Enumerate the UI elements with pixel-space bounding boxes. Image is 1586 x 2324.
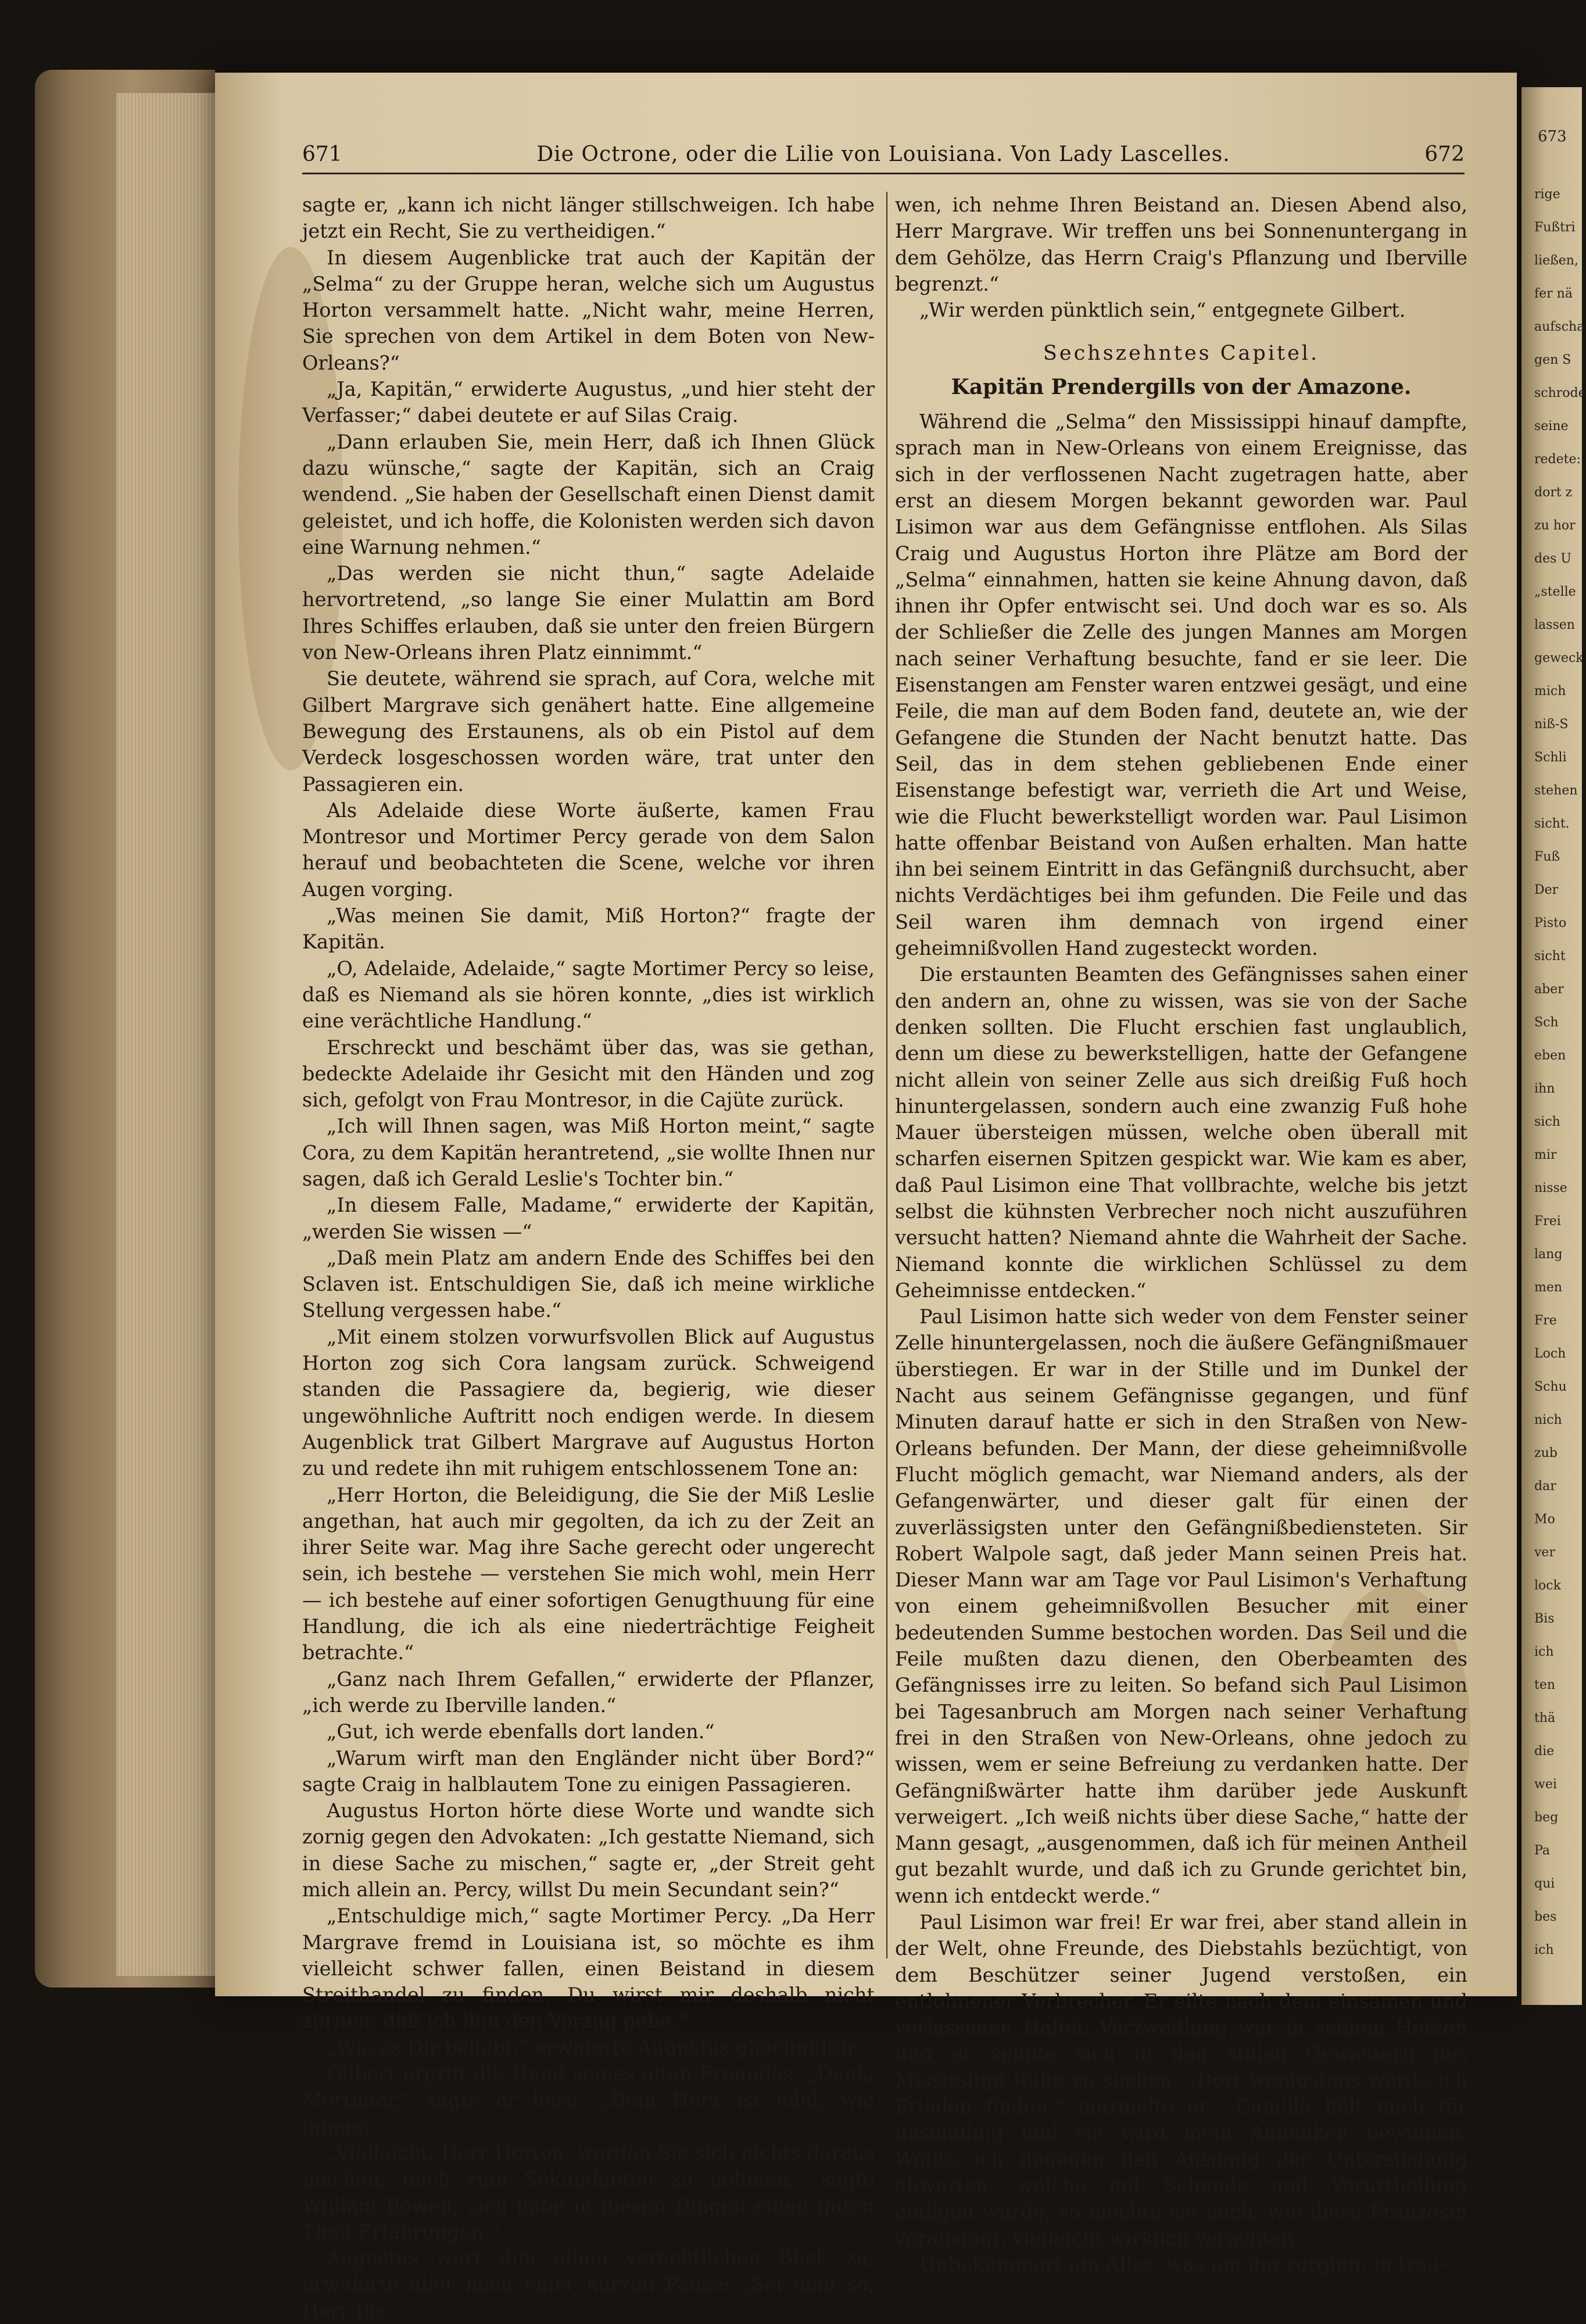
next-page-fragment: Der — [1534, 883, 1559, 897]
running-title: Die Octrone, oder die Lilie von Louisiana. Von Lady Lascelles. — [536, 142, 1230, 166]
page-stack-edges — [116, 93, 227, 1976]
paragraph: Sie deutete, während sie sprach, auf Cora, welche mit Gilbert Margrave sich genähert hatte. Eine allgemeine Bewegung des Erstaunens, als ob ein Pistol auf dem Verdeck losgeschossen worden wäre, trat unter den Passagieren ein. — [302, 667, 875, 796]
next-page-fragment: Schu — [1534, 1380, 1567, 1394]
next-page-fragment: lang — [1534, 1247, 1563, 1262]
next-page-fragment: Frei — [1534, 1214, 1561, 1229]
paragraph: „O, Adelaide, Adelaide,“ sagte Mortimer Percy so leise, daß es Niemand als sie hören konnte, „dies ist wirklich eine verächtliche Handlung.“ — [302, 957, 875, 1033]
next-page-fragment: ich — [1534, 1943, 1554, 1957]
next-page-fragment: die — [1534, 1744, 1555, 1759]
paragraph: Während die „Selma“ den Mississippi hinauf dampfte, sprach man in New-Orleans von einem Ereignisse, das sich in der verflossenen Nacht zugetragen hatte, aber erst an diesem Morgen bekannt geworden war. Paul Lisimon war aus dem Gefängnisse entflohen. Als Silas Craig und Augustus Horton ihre Plätze am Bord der „Selma“ einnahmen, hatten sie keine Ahnung davon, daß ihnen ihr Opfer entwischt sei. Und doch war es so. Als der Schließer die Zelle des jungen Mannes am Morgen nach seiner Verhaftung besuchte, fand er sie leer. Die Eisenstangen am Fenster waren entzwei gesägt, und eine Feile, die man auf dem Boden fand, deutete an, wie der Gefangene die Stunden der Nacht benutzt hatte. Das Seil, das in dem stehen gebliebenen Ende einer Eisenstange befestigt war, verrieth die Art und Weise, wie die Flucht bewerkstelligt worden war. Paul Lisimon hatte offenbar Beistand von Außen erhalten. Man hatte ihn bei seinem Eintritt in das Gefängniß durchsucht, aber nichts Verdächtiges bei ihm gefunden. Die Feile und das Seil waren ihm demnach von irgend einer geheimnißvollen Hand zugesteckt worden. — [895, 410, 1467, 960]
next-page-fragment: wei — [1534, 1777, 1557, 1792]
next-page-fragment: Pa — [1534, 1843, 1550, 1858]
paragraph: „Daß mein Platz am andern Ende des Schiffes bei den Sclaven ist. Entschuldigen Sie, daß ich meine wirkliche Stellung vergessen habe.“ — [302, 1246, 875, 1322]
paragraph: Die erstaunten Beamten des Gefängnisses sahen einer den andern an, ohne zu wissen, was sie von der Sache denken sollten. Die Flucht erschien fast unglaublich, denn um diese zu bewerkstelligen, hatte der Gefangene nicht allein von seiner Zelle aus sich dreißig Fuß hoch hinuntergelassen, sondern auch eine zwanzig Fuß hohe Mauer übersteigen müssen, welche oben überall mit scharfen eisernen Spitzen gespickt war. Wie kam es aber, daß Paul Lisimon eine That vollbrachte, welche bis jetzt selbst die kühnsten Verbrecher noch nicht auszuführen versucht hatten? Niemand ahnte die Wahrheit der Sache. Niemand konnte die wirklichen Schlüssel zu dem Geheimnisse entdecken.“ — [895, 963, 1467, 1302]
next-page-fragment: lock — [1534, 1578, 1561, 1593]
paragraph: „Mit einem stolzen vorwurfsvollen Blick auf Augustus Horton zog sich Cora langsam zurück. Schweigend standen die Passagiere da, begierig, wie dieser ungewöhnliche Auftritt noch endigen werde. In diesem Augenblick trat Gilbert Margrave auf Augustus Horton zu und redete ihn mit ruhigem entschlossenem Tone an: — [302, 1325, 875, 1480]
paragraph: „Das werden sie nicht thun,“ sagte Adelaide hervortretend, „so lange Sie einer Mulattin am Bord Ihres Schiffes erlauben, daß sie unter den freien Bürgern von New-Orleans ihren Platz einnimmt.“ — [302, 562, 875, 664]
next-page-fragment: ließen, — [1534, 253, 1578, 268]
paragraph: Paul Lisimon war frei! Er war frei, aber stand allein in der Welt, ohne Freunde, des Diebstahls bezüchtigt, von dem Beschützer seiner Jugend verstoßen, ein entlohnener Verbrecher. Er eilte nach dem einsamen und verlassenen Hafen. Verzweiflung war in seinem Herzen und er sehnte sich in den stillen Gewässern des Mississippi Ruhe zu suchen. „Dort wenigstens werde ich Frieden finden,“ murmelte er. „Camilla hält mich für unschuldig und sie wird mein Andenken beweinen. Wollte ich dagegen den Ausgang der Untersuchung abwarten, welche mit Schande und Verurtheilung endigen würde, so möchte sie mich, wie diese Französin vorausfagt, vielleicht wirklich verachten.“ — [895, 1911, 1467, 2250]
next-page-fragment: qui — [1534, 1877, 1555, 1891]
paragraph: wen, ich nehme Ihren Beistand an. Diesen Abend also, Herr Margrave. Wir treffen uns bei Sonnenuntergang in dem Gehölze, das Herrn Craig's Pflanzung und Iberville begrenzt.“ — [895, 194, 1467, 295]
paragraph: Gilbert ergriff die Hand seines alten Freundes. „Dank, Mortimer,“ sagte er leise, „Dein Herz ist edel, wie immer.“ — [302, 2062, 875, 2138]
next-page-fragment: zub — [1534, 1446, 1558, 1460]
header-rule — [302, 173, 1465, 174]
next-page-fragment: sicht. — [1534, 817, 1570, 831]
next-page-fragment: thä — [1534, 1711, 1556, 1725]
column-divider — [886, 192, 887, 1958]
paragraph: In diesem Augenblicke trat auch der Kapitän der „Selma“ zu der Gruppe heran, welche sich um Augustus Horton versammelt hatte. „Nicht wahr, meine Herren, Sie sprechen von dem Artikel in dem Boten von New-Orleans?“ — [302, 246, 875, 374]
next-page-fragment: gen S — [1534, 353, 1571, 367]
paragraph: „Dann erlauben Sie, mein Herr, daß ich Ihnen Glück dazu wünsche,“ sagte der Kapitän, sich an Craig wendend. „Sie haben der Gesellschaft einen Dienst damit geleistet, und ich hoffe, die Kolonisten werden sich davon eine Warnung nehmen.“ — [302, 430, 875, 558]
next-page-fragment: mich — [1534, 684, 1566, 699]
paragraph: „In diesem Falle, Madame,“ erwiderte der Kapitän, „werden Sie wissen —“ — [302, 1194, 875, 1243]
next-page-fragment: nich — [1534, 1413, 1562, 1427]
paragraph: Augustus warf ihm einen verächtlichen Blick zu, erwiderte aber nach einer kurzen Pause: „Sei dem so, Herr Bo- — [302, 2247, 875, 2322]
paragraph: Erschreckt und beschämt über das, was sie gethan, bedeckte Adelaide ihr Gesicht mit den Händen und zog sich, gefolgt von Frau Montresor, in die Cajüte zurück. — [302, 1036, 875, 1112]
next-page-fragment: nisse — [1534, 1181, 1567, 1195]
next-page-fragment: men — [1534, 1280, 1563, 1295]
next-page-fragment: dort z — [1534, 485, 1573, 500]
paragraph: „Entschuldige mich,“ sagte Mortimer Percy. „Da Herr Margrave fremd in Louisiana ist, so möchte es ihm vielleicht schwer fallen, einen Beistand in diesem Streithandel zu finden. Du wirst mir deshalb nicht zürnen, daß ich ihm den Vorzug gebe.“ — [302, 1904, 875, 2033]
next-page-fragment: Sch — [1534, 1015, 1559, 1030]
paragraph: Paul Lisimon hatte sich weder von dem Fenster seiner Zelle hinuntergelassen, noch die äußere Gefängnißmauer überstiegen. Er war in der Stille und im Dunkel der Nacht aus seinem Gefängnisse gegangen, und fünf Minuten darauf hatte er sich in den Straßen von New-Orleans befunden. Der Mann, der diese geheimnißvolle Flucht möglich gemacht, war Niemand anders, als der Gefangenwärter, und dieser galt für einen der zuverlässigsten unter den Gefängnißbediensteten. Sir Robert Walpole sagt, daß jeder Mann seinen Preis hat. Dieser Mann war am Tage vor Paul Lisimon's Verhaftung von einem geheimnißvollen Besucher mit einer bedeutenden Summe bestochen worden. Das Seil und die Feile mußten dazu dienen, den Oberbeamten des Gefängnisses irre zu leiten. So befand sich Paul Lisimon bei Tagesanbruch am Morgen nach seiner Verhaftung frei in den Straßen von New-Orleans, ohne jedoch zu wissen, wem er seine Befreiung zu verdanken hatte. Der Gefängnißwärter hatte ihm darüber jede Auskunft verweigert. „Ich weiß nichts über diese Sache,“ hatte der Mann gesagt, „ausgenommen, daß ich für meinen Antheil gut bezahlt wurde, und daß ich zu Grunde gerichtet bin, wenn ich entdeckt werde.“ — [895, 1305, 1467, 1907]
next-page-fragment: stehen — [1534, 783, 1578, 798]
next-page-fragment: rige — [1534, 187, 1560, 202]
paragraph: „Gut, ich werde ebenfalls dort landen.“ — [327, 1720, 715, 1743]
paragraph: Augustus Horton hörte diese Worte und wandte sich zornig gegen den Advokaten: „Ich gestatte Niemand, sich in diese Sache zu mischen,“ sagte er, „der Streit geht mich allein an. Percy, willst Du mein Secundant sein?“ — [302, 1799, 875, 1901]
paragraph: „Ich will Ihnen sagen, was Miß Horton meint,“ sagte Cora, zu dem Kapitän herantretend, „sie wollte Ihnen nur sagen, daß ich Gerald Leslie's Tochter bin.“ — [302, 1115, 875, 1190]
paragraph: „Wie es Dir beliebt,“ erwiderte Augustus gleichgültig. — [327, 2036, 860, 2059]
next-page-number: 673 — [1538, 128, 1567, 145]
next-page-fragment: bes — [1534, 1910, 1557, 1924]
page-number-right: 672 — [1424, 142, 1465, 166]
next-page-fragment: redete: — [1534, 452, 1581, 467]
paragraph: „Wir werden pünktlich sein,“ entgegnete Gilbert. — [919, 299, 1406, 322]
next-page-fragment: beg — [1534, 1810, 1559, 1825]
paragraph: „Warum wirft man den Engländer nicht über Bord?“ sagte Craig in halblautem Tone zu einigen Passagieren. — [302, 1746, 875, 1796]
chapter-subtitle: Kapitän Prendergills von der Amazone. — [951, 374, 1412, 399]
next-page-fragment: Loch — [1534, 1347, 1566, 1361]
next-page-fragment: „stelle — [1534, 585, 1576, 599]
paragraph: „Herr Horton, die Beleidigung, die Sie der Miß Leslie angethan, hat auch mir gegolten, da ich zu der Zeit an ihrer Seite war. Mag ihre Sache gerecht oder ungerecht sein, ich bestehe — verstehen Sie mich wohl, mein Herr — ich bestehe auf einer sofortigen Genugthuung für eine Handlung, die ich als eine niederträchtige Feigheit betrachte.“ — [302, 1483, 875, 1664]
left-column — [302, 192, 875, 2324]
paragraph: Als Adelaide diese Worte äußerte, kamen Frau Montresor und Mortimer Percy gerade von dem Salon herauf und beobachteten die Scene, welche vor ihren Augen vorging. — [302, 798, 875, 901]
page-header — [302, 137, 1465, 177]
paragraph: „Vielleicht, Herr Horton, werden Sie sich nichts daraus machen, mich zum Sekundanten zu nehmen,“ sagte William Bowen, „ich habe in diesen Dingen einen guten Theil Erfahrungen.“ — [302, 2141, 875, 2243]
next-page-fragment: eben — [1534, 1048, 1566, 1063]
right-column — [895, 192, 1467, 2278]
next-page-fragment: geweck — [1534, 651, 1584, 665]
next-page-fragment: Fre — [1534, 1313, 1557, 1328]
next-page-fragment: Pisto — [1534, 916, 1567, 930]
next-page-fragment: des U — [1534, 552, 1571, 566]
next-page-fragment: aber — [1534, 982, 1564, 997]
next-page-fragment: ver — [1534, 1545, 1555, 1560]
next-page-fragment: schrode — [1534, 386, 1586, 400]
next-page-fragment: sich — [1534, 1115, 1560, 1129]
next-page-fragment: niß-S — [1534, 717, 1569, 732]
chapter-title: Sechszehntes Capitel. — [1043, 342, 1320, 366]
next-page-fragment: Fuß — [1534, 850, 1560, 864]
next-page-fragment: seine — [1534, 419, 1569, 434]
next-page-fragment: mir — [1534, 1148, 1557, 1162]
next-page-fragment: ich — [1534, 1645, 1554, 1659]
next-page-fragment: Schli — [1534, 750, 1567, 765]
next-page-fragment: Fußtri — [1534, 220, 1576, 235]
next-page-fragment: ten — [1534, 1678, 1556, 1692]
paragraph: Unbekümmert um Alles, was um ihn vorging, in trau- — [919, 2253, 1447, 2276]
next-page-fragment: Mo — [1534, 1512, 1555, 1527]
next-page-fragment: ihn — [1534, 1082, 1555, 1096]
paragraph: „Ja, Kapitän,“ erwiderte Augustus, „und hier steht der Verfasser;“ dabei deutete er auf Silas Craig. — [302, 378, 875, 427]
next-page-fragment: zu hor — [1534, 518, 1576, 533]
next-page-fragment: dar — [1534, 1479, 1556, 1494]
next-page-fragment: fer nä — [1534, 287, 1573, 301]
next-page-fragment: Bis — [1534, 1612, 1555, 1626]
paragraph: sagte er, „kann ich nicht länger stillschweigen. Ich habe jetzt ein Recht, Sie zu vertheidigen.“ — [302, 194, 875, 243]
page-number-left: 671 — [302, 142, 342, 166]
paragraph: „Ganz nach Ihrem Gefallen,“ erwiderte der Pflanzer, „ich werde zu Iberville landen.“ — [302, 1667, 875, 1717]
next-page-fragment: sicht — [1534, 949, 1566, 964]
paragraph: „Was meinen Sie damit, Miß Horton?“ fragte der Kapitän. — [302, 904, 875, 954]
next-page-edge — [1521, 87, 1586, 2005]
next-page-fragment: aufscha — [1534, 320, 1585, 334]
book-page-spread — [215, 73, 1517, 2322]
next-page-fragment: lassen — [1534, 618, 1575, 632]
